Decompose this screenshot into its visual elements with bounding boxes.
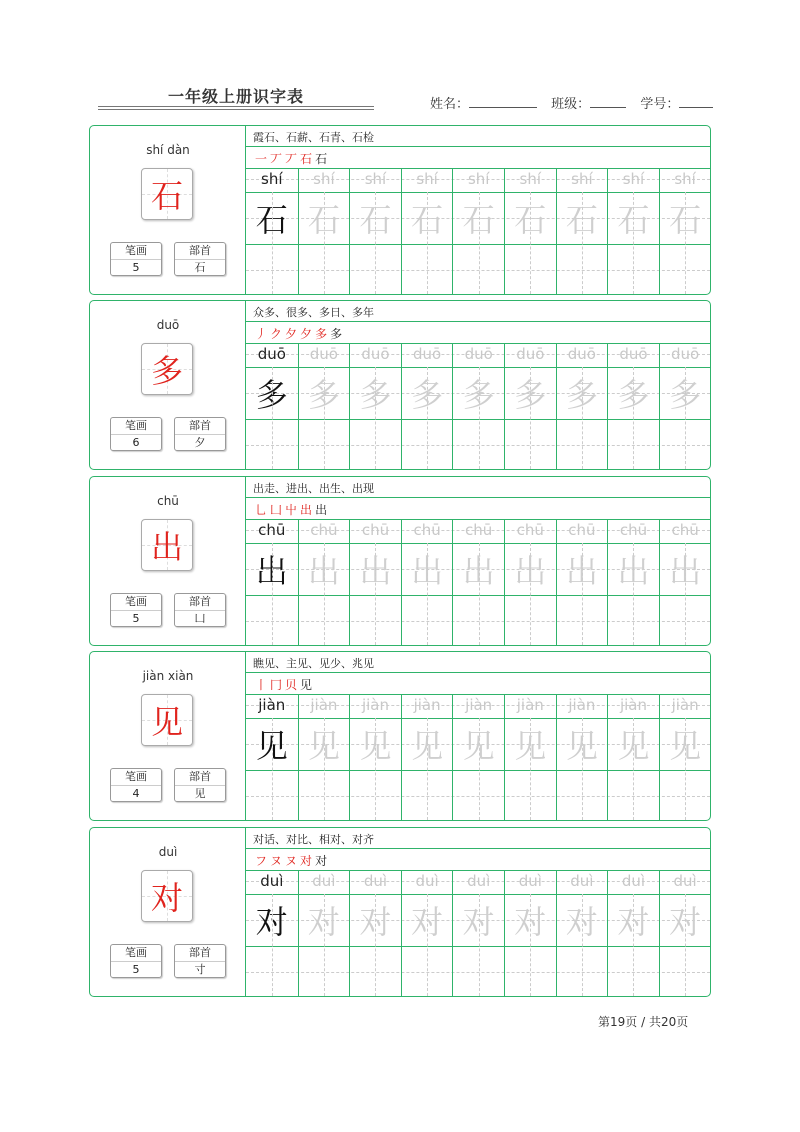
card-pinyin: chū — [157, 494, 179, 508]
character-cell: 石 — [411, 201, 444, 239]
stroke-step: 贝 — [285, 678, 299, 692]
practice-column[interactable] — [246, 694, 298, 820]
stroke-count-label: 笔画 — [111, 945, 161, 962]
stroke-step: 见 — [300, 678, 314, 692]
practice-column[interactable] — [452, 694, 504, 820]
practice-column[interactable] — [452, 519, 504, 645]
character-cell: 出 — [565, 552, 598, 590]
practice-column[interactable] — [349, 343, 401, 469]
pinyin-cell: jiàn — [361, 696, 389, 714]
stroke-order — [255, 150, 330, 167]
pinyin-cell: shí — [674, 170, 696, 188]
pinyin-cell: duì — [363, 872, 388, 890]
radical-label: 部首 — [175, 243, 225, 260]
stroke-step: 丿 — [255, 327, 269, 341]
pinyin-cell: jiàn — [258, 696, 286, 714]
row-divider — [246, 497, 710, 498]
pinyin-cell: duì — [260, 872, 284, 890]
practice-column[interactable] — [246, 870, 298, 996]
stroke-step: 石 — [315, 152, 329, 166]
character-cell: 出 — [514, 552, 547, 590]
radical-value: 寸 — [194, 963, 206, 976]
pinyin-cell: duō — [670, 345, 700, 363]
radical-value: 见 — [194, 787, 206, 800]
pinyin-cell: duì — [673, 872, 697, 890]
character-cell: 出 — [411, 552, 444, 590]
card-pinyin: jiàn xiàn — [142, 669, 194, 683]
radical-label: 部首 — [175, 418, 225, 435]
character-cell: 对 — [565, 903, 598, 941]
character-cell: 多 — [462, 376, 495, 414]
practice-column[interactable] — [298, 168, 350, 294]
center-guide — [324, 367, 325, 469]
character-cell: 对 — [669, 903, 702, 941]
card-summary — [90, 828, 246, 996]
center-guide — [582, 894, 583, 996]
character-cell: 对 — [359, 903, 392, 941]
center-guide — [272, 367, 273, 469]
pinyin-cell: duō — [464, 345, 493, 363]
pinyin-cell: jiàn — [310, 696, 338, 714]
character-cell: 多 — [565, 376, 598, 414]
row-divider — [246, 672, 710, 673]
radical-box — [174, 944, 226, 978]
center-guide — [272, 543, 273, 645]
practice-column[interactable] — [659, 168, 711, 294]
card-pinyin: duì — [158, 845, 178, 859]
center-guide — [633, 192, 634, 294]
radical-label: 部首 — [175, 769, 225, 786]
stroke-count-label: 笔画 — [111, 418, 161, 435]
stroke-step: 石 — [300, 152, 314, 166]
center-guide — [272, 894, 273, 996]
pinyin-cell: shí — [519, 170, 542, 188]
character-card — [89, 651, 711, 821]
stroke-step: 多 — [315, 327, 329, 341]
character-card — [89, 300, 711, 470]
center-guide — [375, 718, 376, 820]
character-cell: 石 — [669, 201, 702, 239]
center-guide — [427, 718, 428, 820]
character-cell: 多 — [255, 376, 288, 414]
row-divider — [246, 321, 710, 322]
character-cell: 见 — [669, 727, 702, 765]
practice-column[interactable] — [504, 694, 556, 820]
stroke-count-box — [110, 768, 162, 802]
character-card — [89, 125, 711, 295]
page-title: 一年级上册识字表 — [167, 87, 304, 106]
pinyin-cell: chū — [310, 521, 338, 539]
center-guide — [479, 367, 480, 469]
center-guide — [375, 192, 376, 294]
practice-column[interactable] — [452, 343, 504, 469]
character-cell: 石 — [307, 201, 340, 239]
character-cell: 石 — [359, 201, 392, 239]
character-card — [89, 476, 711, 646]
stroke-count-box — [110, 944, 162, 978]
stroke-step: 出 — [315, 503, 329, 517]
center-guide — [685, 718, 686, 820]
character-cell: 石 — [462, 201, 495, 239]
practice-column[interactable] — [504, 519, 556, 645]
practice-column[interactable] — [452, 168, 504, 294]
stroke-step: 凵 — [270, 503, 284, 517]
pinyin-cell: duì — [570, 872, 594, 890]
pinyin-cell: shí — [467, 170, 490, 188]
practice-column[interactable] — [349, 694, 401, 820]
center-guide — [530, 894, 531, 996]
character-cell: 见 — [255, 727, 288, 765]
center-guide — [530, 367, 531, 469]
pinyin-cell: chū — [465, 521, 493, 539]
stroke-count-box — [110, 242, 162, 276]
pinyin-cell: duì — [518, 872, 542, 890]
example-words: 对话、对比、相对、对齐 — [253, 833, 374, 846]
character-cell: 石 — [565, 201, 598, 239]
center-guide — [530, 192, 531, 294]
card-summary — [90, 126, 246, 294]
radical-value: 石 — [194, 261, 206, 274]
practice-column[interactable] — [556, 519, 608, 645]
stroke-step: 出 — [300, 503, 314, 517]
student-fields — [430, 93, 723, 112]
center-guide — [427, 543, 428, 645]
practice-column[interactable] — [298, 343, 350, 469]
center-guide — [633, 718, 634, 820]
stroke-step: 丨 — [255, 678, 269, 692]
radical-box — [174, 417, 226, 451]
stroke-count-box — [110, 593, 162, 627]
practice-column[interactable] — [659, 870, 711, 996]
example-words: 众多、很多、多日、多年 — [253, 306, 374, 319]
stroke-count-label: 笔画 — [111, 594, 161, 611]
center-guide — [375, 894, 376, 996]
stroke-count-label: 笔画 — [111, 769, 161, 786]
stroke-order — [255, 852, 330, 869]
center-guide — [685, 543, 686, 645]
character-cell: 多 — [669, 376, 702, 414]
pinyin-cell: jiàn — [516, 696, 544, 714]
character-cell: 出 — [462, 552, 495, 590]
pinyin-cell: duì — [415, 872, 439, 890]
center-guide — [530, 543, 531, 645]
center-guide — [479, 543, 480, 645]
pinyin-cell: shí — [313, 170, 335, 188]
practice-column[interactable] — [556, 870, 608, 996]
practice-column[interactable] — [504, 168, 556, 294]
stroke-step: 乚 — [255, 503, 269, 517]
practice-column[interactable] — [401, 168, 453, 294]
card-character: 对 — [150, 879, 183, 917]
practice-column[interactable] — [298, 694, 350, 820]
pinyin-cell: jiàn — [671, 696, 699, 714]
stroke-count-box — [110, 417, 162, 451]
stroke-step: 夕 — [300, 327, 314, 341]
practice-column[interactable] — [452, 870, 504, 996]
card-character: 多 — [150, 352, 183, 390]
card-character: 见 — [150, 703, 183, 741]
radical-label: 部首 — [175, 945, 225, 962]
practice-column[interactable] — [556, 168, 608, 294]
stroke-step: ク — [270, 327, 284, 341]
title-underline-2 — [98, 109, 374, 110]
character-box — [141, 694, 193, 746]
character-box — [141, 519, 193, 571]
character-cell: 多 — [411, 376, 444, 414]
practice-column[interactable] — [401, 519, 453, 645]
practice-area — [246, 477, 710, 645]
center-guide — [427, 367, 428, 469]
radical-box — [174, 593, 226, 627]
practice-column[interactable] — [401, 870, 453, 996]
stroke-step: 丆 — [285, 152, 299, 166]
stroke-step: フ — [255, 854, 269, 868]
radical-value: 夕 — [194, 436, 206, 449]
character-cell: 见 — [411, 727, 444, 765]
practice-column[interactable] — [556, 694, 608, 820]
stroke-order — [255, 501, 330, 518]
center-guide — [324, 718, 325, 820]
practice-column[interactable] — [556, 343, 608, 469]
pinyin-cell: shí — [622, 170, 645, 188]
center-guide — [375, 543, 376, 645]
character-cell: 多 — [359, 376, 392, 414]
pinyin-cell: duō — [361, 345, 390, 363]
stroke-step: 多 — [330, 327, 344, 341]
class-label: 班级： — [551, 97, 591, 112]
center-guide — [272, 718, 273, 820]
id-field[interactable] — [679, 96, 713, 108]
practice-column[interactable] — [607, 168, 659, 294]
card-character: 出 — [150, 528, 183, 566]
class-field[interactable] — [590, 96, 626, 108]
character-cell: 出 — [617, 552, 650, 590]
center-guide — [427, 192, 428, 294]
practice-column[interactable] — [298, 519, 350, 645]
center-guide — [375, 367, 376, 469]
pinyin-cell: duō — [412, 345, 442, 363]
title-underline — [98, 106, 374, 107]
pinyin-cell: jiàn — [413, 696, 441, 714]
practice-column[interactable] — [349, 519, 401, 645]
character-cell: 石 — [255, 201, 288, 239]
id-label: 学号： — [640, 97, 680, 112]
character-cell: 见 — [617, 727, 650, 765]
stroke-order — [255, 676, 315, 693]
pinyin-cell: duì — [621, 872, 646, 890]
practice-column[interactable] — [659, 694, 711, 820]
stroke-order — [255, 325, 345, 342]
center-guide — [633, 894, 634, 996]
center-guide — [324, 192, 325, 294]
center-guide — [272, 192, 273, 294]
practice-grid — [246, 168, 710, 294]
center-guide — [685, 367, 686, 469]
center-guide — [324, 894, 325, 996]
character-cell: 见 — [462, 727, 495, 765]
stroke-step: ヌ — [285, 854, 299, 868]
character-cell: 对 — [617, 903, 650, 941]
example-words: 瞧见、主见、见少、兆见 — [253, 657, 374, 670]
character-cell: 多 — [617, 376, 650, 414]
practice-grid — [246, 870, 710, 996]
stroke-step: 对 — [300, 854, 314, 868]
pinyin-cell: duō — [516, 345, 545, 363]
character-cell: 对 — [462, 903, 495, 941]
center-guide — [479, 718, 480, 820]
example-words: 出走、进出、出生、出现 — [253, 482, 374, 495]
center-guide — [633, 543, 634, 645]
stroke-count-value: 6 — [132, 436, 140, 449]
pinyin-cell: jiàn — [619, 696, 647, 714]
pinyin-cell: chū — [568, 521, 596, 539]
pinyin-cell: duō — [257, 345, 286, 363]
character-cell: 多 — [307, 376, 340, 414]
character-cell: 出 — [307, 552, 340, 590]
center-guide — [633, 367, 634, 469]
pinyin-cell: chū — [258, 521, 286, 539]
stroke-step: ヌ — [270, 854, 284, 868]
center-guide — [582, 192, 583, 294]
center-guide — [685, 192, 686, 294]
character-cell: 对 — [411, 903, 444, 941]
center-guide — [427, 894, 428, 996]
practice-column[interactable] — [246, 519, 298, 645]
character-cell: 对 — [255, 903, 288, 941]
center-guide — [582, 543, 583, 645]
name-field[interactable] — [469, 96, 537, 108]
center-guide — [685, 894, 686, 996]
pinyin-cell: shí — [261, 170, 283, 188]
center-guide — [479, 192, 480, 294]
practice-column[interactable] — [607, 694, 659, 820]
radical-box — [174, 242, 226, 276]
pinyin-cell: shí — [571, 170, 593, 188]
stroke-count-value: 5 — [132, 612, 140, 625]
pinyin-cell: duō — [309, 345, 338, 363]
radical-box — [174, 768, 226, 802]
card-character: 石 — [150, 177, 183, 215]
practice-column[interactable] — [504, 343, 556, 469]
practice-grid — [246, 519, 710, 645]
character-card — [89, 827, 711, 997]
pinyin-cell: shí — [364, 170, 387, 188]
character-cell: 见 — [514, 727, 547, 765]
radical-label: 部首 — [175, 594, 225, 611]
pinyin-cell: chū — [516, 521, 544, 539]
pinyin-cell: duō — [619, 345, 648, 363]
stroke-step: 一 — [255, 152, 269, 166]
page-number: 第19页 / 共20页 — [598, 1015, 689, 1029]
character-box — [141, 343, 193, 395]
character-cell: 多 — [514, 376, 547, 414]
pinyin-cell: shí — [416, 170, 438, 188]
row-divider — [246, 848, 710, 849]
pinyin-cell: duō — [567, 345, 596, 363]
center-guide — [582, 718, 583, 820]
stroke-step: 丆 — [270, 152, 284, 166]
character-cell: 对 — [514, 903, 547, 941]
character-cell: 出 — [359, 552, 392, 590]
pinyin-cell: jiàn — [465, 696, 493, 714]
stroke-step: 夕 — [285, 327, 299, 341]
practice-column[interactable] — [349, 168, 401, 294]
stroke-count-value: 5 — [132, 261, 140, 274]
practice-column[interactable] — [659, 519, 711, 645]
card-summary — [90, 477, 246, 645]
center-guide — [582, 367, 583, 469]
card-pinyin: shí dàn — [146, 143, 190, 157]
character-cell: 出 — [255, 552, 288, 590]
practice-area — [246, 828, 710, 996]
card-summary — [90, 652, 246, 820]
practice-column[interactable] — [401, 694, 453, 820]
stroke-step: 冂 — [270, 678, 284, 692]
name-label: 姓名： — [430, 97, 470, 112]
practice-grid — [246, 694, 710, 820]
practice-column[interactable] — [607, 519, 659, 645]
card-pinyin: duō — [156, 318, 180, 332]
practice-column[interactable] — [349, 870, 401, 996]
character-cell: 见 — [359, 727, 392, 765]
pinyin-cell: chū — [619, 521, 648, 539]
practice-area — [246, 652, 710, 820]
practice-column[interactable] — [401, 343, 453, 469]
pinyin-cell: chū — [361, 521, 390, 539]
pinyin-cell: duì — [467, 872, 491, 890]
character-cell: 石 — [514, 201, 547, 239]
character-cell: 对 — [307, 903, 340, 941]
pinyin-cell: jiàn — [568, 696, 596, 714]
practice-column[interactable] — [659, 343, 711, 469]
stroke-step: 屮 — [285, 503, 299, 517]
practice-column[interactable] — [246, 343, 298, 469]
practice-column[interactable] — [246, 168, 298, 294]
character-cell: 见 — [565, 727, 598, 765]
character-cell: 石 — [617, 201, 650, 239]
center-guide — [479, 894, 480, 996]
practice-column[interactable] — [504, 870, 556, 996]
practice-area — [246, 301, 710, 469]
center-guide — [324, 543, 325, 645]
stroke-count-label: 笔画 — [111, 243, 161, 260]
radical-value: 凵 — [194, 612, 206, 625]
stroke-count-value: 5 — [132, 963, 140, 976]
pinyin-cell: duì — [312, 872, 336, 890]
stroke-count-value: 4 — [132, 787, 140, 800]
row-divider — [246, 146, 710, 147]
character-box — [141, 870, 193, 922]
stroke-step: 对 — [315, 854, 329, 868]
practice-column[interactable] — [607, 343, 659, 469]
character-box — [141, 168, 193, 220]
practice-grid — [246, 343, 710, 469]
character-cell: 出 — [669, 552, 702, 590]
card-summary — [90, 301, 246, 469]
example-words: 霞石、石薪、石青、石检 — [253, 131, 374, 144]
pinyin-cell: chū — [413, 521, 441, 539]
pinyin-cell: chū — [671, 521, 699, 539]
practice-area — [246, 126, 710, 294]
practice-column[interactable] — [298, 870, 350, 996]
practice-column[interactable] — [607, 870, 659, 996]
character-cell: 见 — [307, 727, 340, 765]
center-guide — [530, 718, 531, 820]
